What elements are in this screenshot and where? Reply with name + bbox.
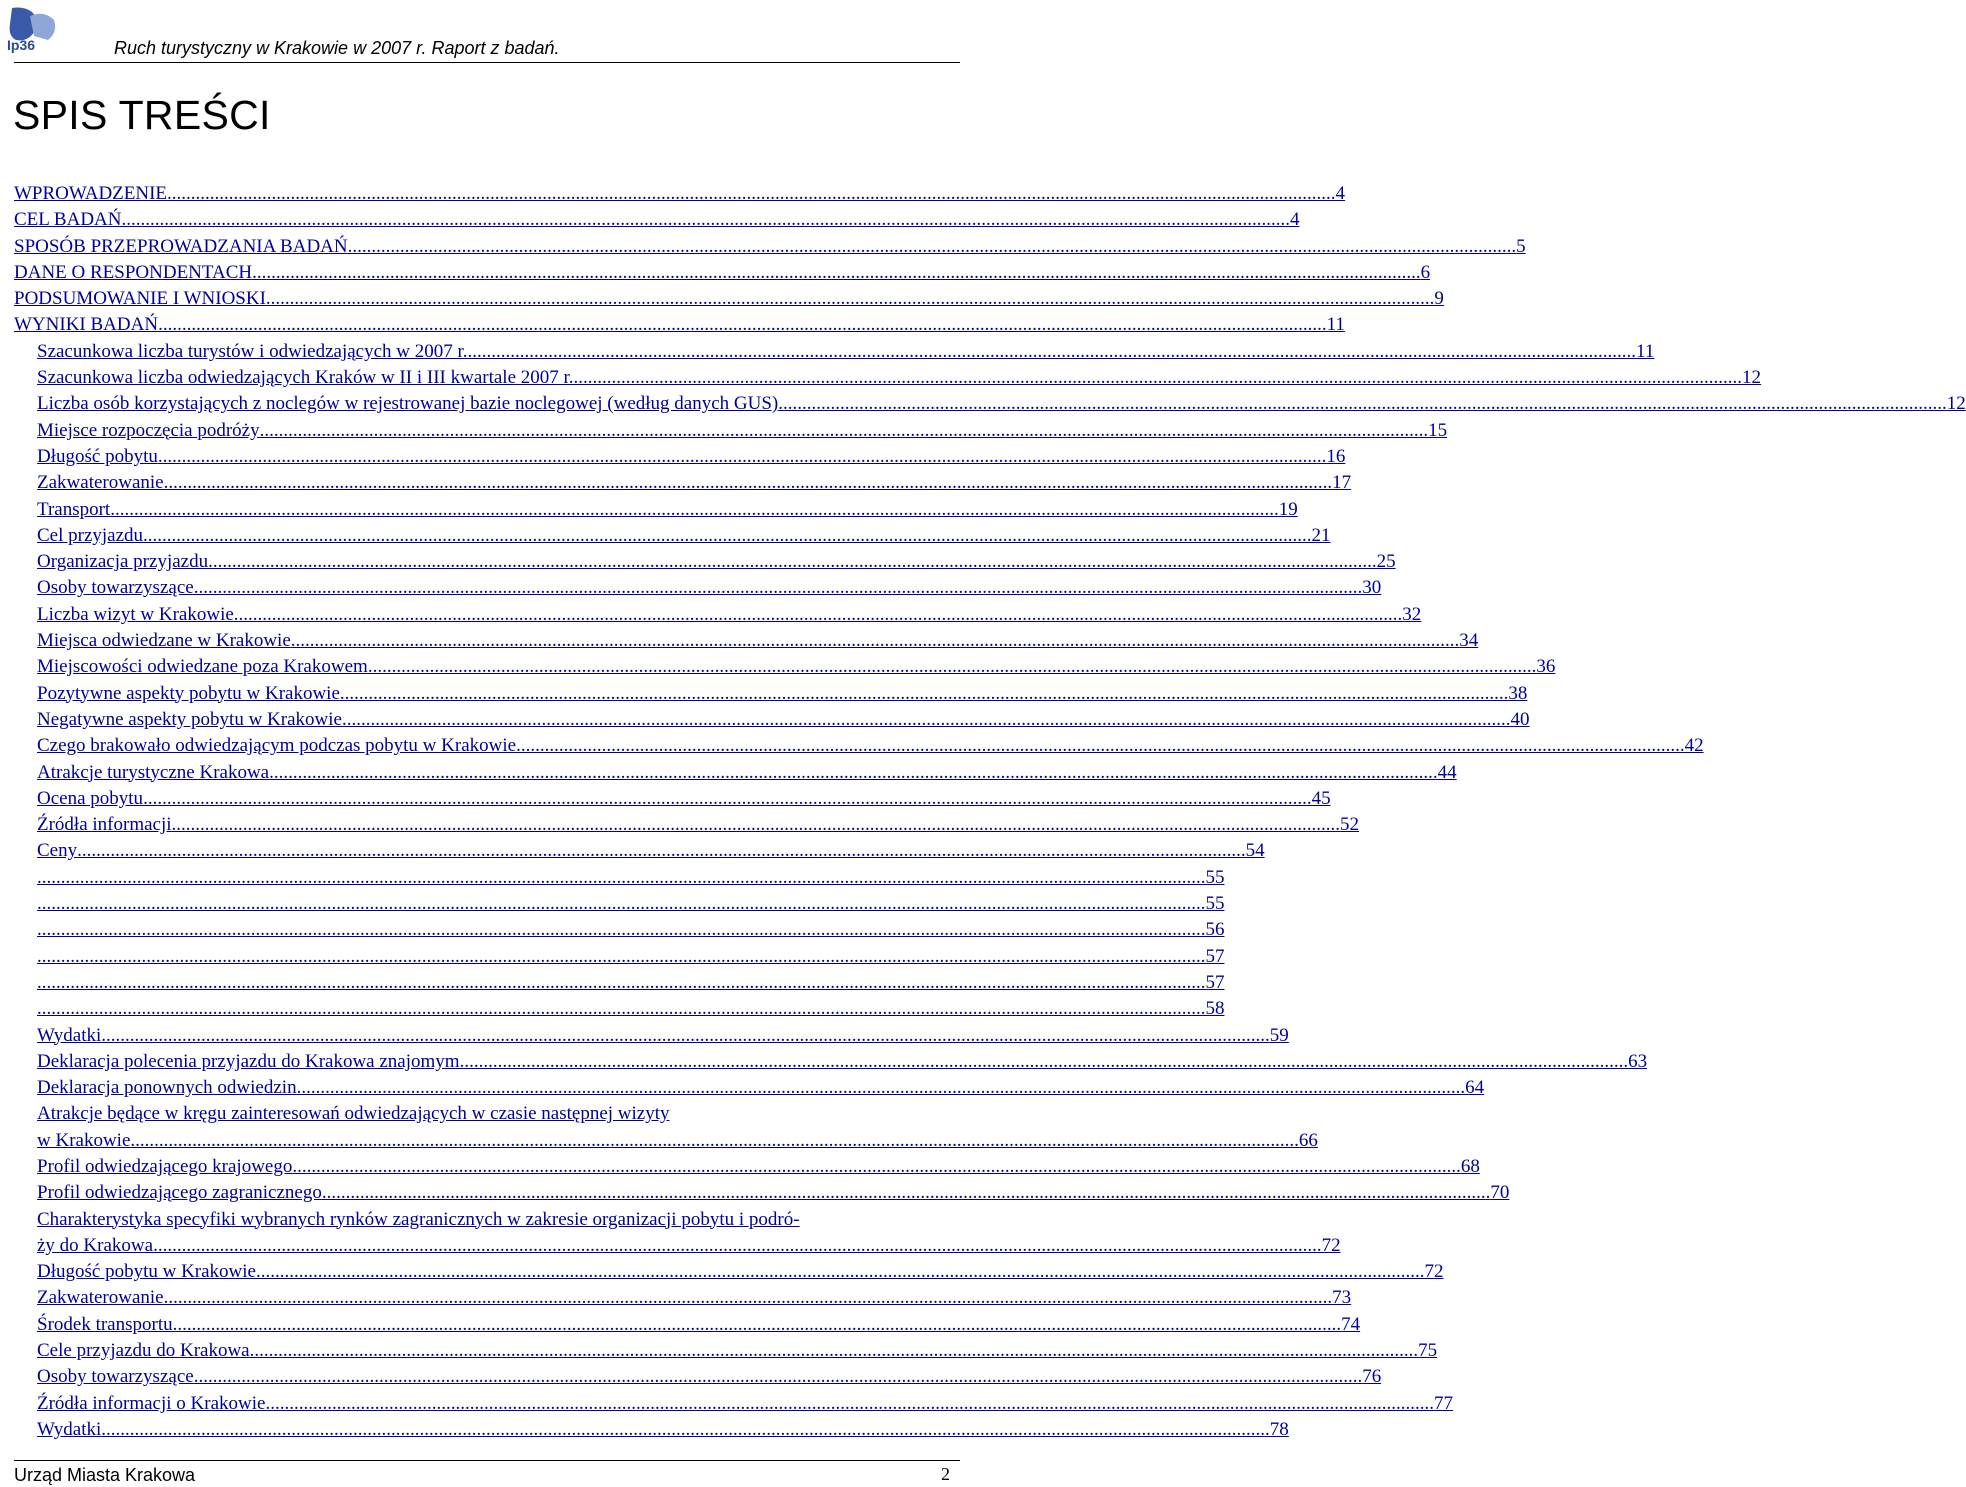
toc-entry-page[interactable]: 78 bbox=[1269, 1418, 1289, 1440]
toc-leader-dots bbox=[143, 523, 1312, 549]
toc-leader-dots bbox=[297, 1075, 1466, 1101]
toc-leader-dots bbox=[37, 944, 1206, 970]
toc-entry[interactable] bbox=[14, 733, 1704, 759]
logo-text: Ip36 bbox=[7, 37, 36, 53]
toc-leader-dots bbox=[77, 838, 1246, 864]
toc-leader-dots bbox=[194, 575, 1363, 601]
toc-entry[interactable] bbox=[14, 865, 1225, 891]
toc-entry[interactable] bbox=[14, 602, 1422, 628]
toc-leader-dots bbox=[574, 365, 1743, 391]
toc-leader-dots bbox=[172, 812, 1341, 838]
toc-entry[interactable] bbox=[14, 1338, 1438, 1364]
toc-entry-page[interactable]: 15 bbox=[1428, 419, 1448, 441]
toc-entry-page[interactable]: 73 bbox=[1332, 1287, 1352, 1309]
toc-entry[interactable] bbox=[14, 365, 1762, 391]
toc-entry[interactable] bbox=[14, 523, 1331, 549]
toc-entry-page[interactable]: 40 bbox=[1510, 708, 1530, 730]
toc-entry-title[interactable]: Charakterystyka specyfiki wybranych rynków zagranicznych w zakresie organizacji pobytu i podró- bbox=[37, 1208, 800, 1230]
toc-entry-title[interactable]: DANE O RESPONDENTACH bbox=[14, 261, 253, 283]
toc-entry-title[interactable]: Liczba osób korzystających z noclegów w rejestrowanej bazie noclegowej (według danych GUS) bbox=[37, 393, 779, 415]
toc-entry-page[interactable]: 36 bbox=[1536, 656, 1556, 678]
toc-entry-title[interactable]: Profil odwiedzającego zagranicznego bbox=[37, 1182, 322, 1204]
toc-entry-page[interactable]: 5 bbox=[1516, 235, 1526, 257]
toc-entry-title[interactable]: Zakwaterowanie bbox=[37, 1287, 164, 1309]
toc-entry[interactable] bbox=[14, 181, 1346, 207]
toc-entry-title-continued[interactable]: w Krakowie bbox=[37, 1129, 131, 1151]
toc-entry-page[interactable]: 54 bbox=[1245, 840, 1265, 862]
toc-leader-dots bbox=[516, 733, 1685, 759]
toc-entry[interactable] bbox=[14, 1391, 1453, 1417]
toc-entry-page[interactable]: 68 bbox=[1460, 1155, 1480, 1177]
toc-entry-page[interactable]: 25 bbox=[1376, 551, 1396, 573]
toc-entry-page[interactable]: 72 bbox=[1424, 1261, 1444, 1283]
toc-entry-title[interactable]: Szacunkowa liczba odwiedzających Kraków w II i III kwartale 2007 r. bbox=[37, 367, 574, 389]
toc-entry-page[interactable]: 42 bbox=[1684, 735, 1704, 757]
logo-icon bbox=[4, 6, 58, 54]
toc-entry-title[interactable]: PODSUMOWANIE I WNIOSKI bbox=[14, 288, 266, 310]
toc-entry-page[interactable]: 72 bbox=[1321, 1234, 1341, 1256]
toc-entry[interactable] bbox=[14, 286, 1444, 312]
toc-entry-page[interactable]: 66 bbox=[1298, 1129, 1318, 1151]
toc-entry-page[interactable]: 44 bbox=[1437, 761, 1457, 783]
toc-entry[interactable] bbox=[14, 234, 1526, 260]
toc-entry[interactable] bbox=[14, 1128, 1318, 1154]
toc-entry-title[interactable]: Liczba wizyt w Krakowie bbox=[37, 603, 234, 625]
toc-leader-dots bbox=[342, 707, 1511, 733]
toc-entry[interactable] bbox=[14, 654, 1556, 680]
toc-entry-page[interactable]: 59 bbox=[1269, 1024, 1289, 1046]
toc-entry-title[interactable]: Organizacja przyjazdu bbox=[37, 551, 209, 573]
toc-entry-title[interactable]: Ceny bbox=[37, 840, 78, 862]
toc-leader-dots bbox=[158, 444, 1327, 470]
toc-entry-line[interactable] bbox=[14, 1101, 959, 1127]
toc-leader-dots bbox=[368, 654, 1537, 680]
toc-entry[interactable] bbox=[14, 418, 1448, 444]
toc-entry-page[interactable]: 34 bbox=[1459, 630, 1479, 652]
toc-entry-title[interactable]: SPOSÓB PRZEPROWADZANIA BADAŃ bbox=[14, 235, 348, 257]
toc-entry-page[interactable]: 52 bbox=[1340, 814, 1360, 836]
toc-entry-title[interactable]: Środek transportu bbox=[37, 1313, 173, 1335]
toc-entry[interactable] bbox=[14, 812, 1360, 838]
toc-entry[interactable] bbox=[14, 1075, 1485, 1101]
toc-leader-dots bbox=[250, 1338, 1419, 1364]
toc-entry[interactable] bbox=[14, 497, 1298, 523]
toc-leader-dots bbox=[234, 602, 1403, 628]
toc-entry[interactable] bbox=[14, 444, 1346, 470]
toc-leader-dots bbox=[322, 1180, 1491, 1206]
toc-entry-title[interactable]: Atrakcje turystyczne Krakowa bbox=[37, 761, 270, 783]
toc-entry-page[interactable]: 6 bbox=[1420, 261, 1431, 283]
toc-entry-page[interactable]: 38 bbox=[1508, 682, 1528, 704]
toc-entry-page[interactable]: 58 bbox=[1205, 998, 1225, 1020]
toc-entry-title[interactable]: Atrakcje będące w kręgu zainteresowań odwiedzających w czasie następnej wizyty bbox=[37, 1103, 670, 1125]
toc-entry-title[interactable]: Miejsce rozpoczęcia podróży bbox=[37, 419, 260, 441]
toc-leader-dots bbox=[37, 970, 1206, 996]
toc-leader-dots bbox=[101, 1023, 1270, 1049]
toc-entry-page[interactable]: 4 bbox=[1290, 209, 1300, 231]
toc-leader-dots bbox=[778, 391, 1947, 417]
toc-entry-title[interactable]: Długość pobytu bbox=[37, 445, 158, 467]
toc-entry-title[interactable]: Zakwaterowanie bbox=[37, 472, 164, 494]
toc-leader-dots bbox=[194, 1364, 1363, 1390]
toc-entry[interactable] bbox=[14, 1049, 1648, 1075]
toc-entry[interactable] bbox=[14, 681, 1528, 707]
toc-entry[interactable] bbox=[14, 549, 1396, 575]
toc-entry[interactable] bbox=[14, 1023, 1289, 1049]
toc-leader-dots bbox=[252, 260, 1421, 286]
toc-entry[interactable] bbox=[14, 339, 1655, 365]
toc-entry-page[interactable]: 57 bbox=[1205, 945, 1225, 967]
toc-leader-dots bbox=[208, 549, 1377, 575]
toc-entry-page[interactable]: 63 bbox=[1628, 1050, 1648, 1072]
footer-divider bbox=[14, 1460, 960, 1461]
toc-entry-title[interactable]: Długość pobytu w Krakowie bbox=[37, 1261, 256, 1283]
toc-entry-title[interactable]: CEL BADAŃ bbox=[14, 209, 122, 231]
toc-leader-dots bbox=[260, 418, 1429, 444]
toc-entry-title[interactable]: Wydatki bbox=[37, 1024, 102, 1046]
toc-leader-dots bbox=[37, 917, 1206, 943]
page-title: SPIS TREŚCI bbox=[13, 92, 271, 138]
toc-leader-dots bbox=[291, 628, 1460, 654]
toc-entry-page[interactable]: 56 bbox=[1205, 919, 1225, 941]
toc-entry-page[interactable]: 16 bbox=[1326, 445, 1346, 467]
toc-entry-title[interactable]: Źródła informacji o Krakowie bbox=[37, 1392, 266, 1414]
toc-entry-title[interactable]: Miejscowości odwiedzane poza Krakowem bbox=[37, 656, 368, 678]
toc-entry-page[interactable]: 76 bbox=[1362, 1366, 1382, 1388]
toc-leader-dots bbox=[37, 865, 1206, 891]
toc-entry[interactable] bbox=[14, 1154, 1480, 1180]
toc-leader-dots bbox=[460, 1049, 1629, 1075]
toc-entry-page[interactable]: 12 bbox=[1742, 367, 1762, 389]
toc-entry-page[interactable]: 12 bbox=[1946, 393, 1966, 415]
toc-entry-page[interactable]: 77 bbox=[1433, 1392, 1453, 1414]
toc-entry-title[interactable]: Cele przyjazdu do Krakowa bbox=[37, 1340, 250, 1362]
toc-leader-dots bbox=[37, 996, 1206, 1022]
toc-entry-title[interactable]: Transport bbox=[37, 498, 111, 520]
toc-entry-page[interactable]: 11 bbox=[1326, 314, 1345, 336]
toc-entry-title[interactable]: Ocena pobytu bbox=[37, 787, 144, 809]
toc-entry[interactable] bbox=[14, 1364, 1382, 1390]
footer-page-number: 2 bbox=[941, 1464, 950, 1484]
toc-leader-dots bbox=[110, 497, 1279, 523]
toc-entry[interactable] bbox=[14, 891, 1225, 917]
toc-entry-page[interactable]: 30 bbox=[1362, 577, 1382, 599]
toc-leader-dots bbox=[122, 207, 1291, 233]
toc-entry-title[interactable]: Osoby towarzyszące bbox=[37, 577, 194, 599]
toc-entry-page[interactable]: 64 bbox=[1465, 1077, 1485, 1099]
toc-leader-dots bbox=[153, 1233, 1322, 1259]
toc-entry-title[interactable]: Źródła informacji bbox=[37, 814, 172, 836]
toc-entry[interactable] bbox=[14, 1285, 1352, 1311]
toc-leader-dots bbox=[158, 312, 1327, 338]
toc-entry-title[interactable]: WPROWADZENIE bbox=[14, 183, 168, 204]
toc-entry-page[interactable]: 17 bbox=[1332, 472, 1352, 494]
toc-leader-dots bbox=[143, 786, 1312, 812]
toc-leader-dots bbox=[340, 681, 1509, 707]
toc-entry[interactable] bbox=[14, 944, 1225, 970]
toc-entry[interactable] bbox=[14, 1259, 1444, 1285]
toc-entry[interactable] bbox=[14, 470, 1352, 496]
toc-entry-page[interactable]: 9 bbox=[1434, 288, 1444, 310]
toc-leader-dots bbox=[269, 760, 1438, 786]
toc-entry-title-continued[interactable]: ży do Krakowa bbox=[37, 1234, 154, 1256]
toc-leader-dots bbox=[130, 1128, 1299, 1154]
header-divider bbox=[14, 62, 960, 63]
toc-entry-title[interactable]: Miejsca odwiedzane w Krakowie bbox=[37, 630, 291, 652]
toc-entry-page[interactable]: 32 bbox=[1402, 603, 1422, 625]
toc-entry-page[interactable]: 57 bbox=[1205, 971, 1225, 993]
toc-entry[interactable] bbox=[14, 1180, 1510, 1206]
toc-entry[interactable] bbox=[14, 838, 1265, 864]
toc-entry-title[interactable]: Czego brakowało odwiedzającym podczas pobytu w Krakowie bbox=[37, 735, 517, 757]
running-header: Ruch turystyczny w Krakowie w 2007 r. Raport z badań. bbox=[114, 38, 560, 58]
toc-entry[interactable] bbox=[14, 1312, 1361, 1338]
toc-leader-dots bbox=[266, 286, 1435, 312]
toc-entry-title[interactable]: Osoby towarzyszące bbox=[37, 1366, 194, 1388]
toc-entry-title[interactable]: Negatywne aspekty pobytu w Krakowie bbox=[37, 708, 342, 730]
toc-entry-page[interactable]: 11 bbox=[1636, 340, 1655, 362]
toc-entry-page[interactable]: 45 bbox=[1311, 787, 1331, 809]
toc-entry[interactable] bbox=[14, 312, 1345, 338]
toc-entry-title[interactable]: WYNIKI BADAŃ bbox=[14, 314, 159, 336]
toc-entry[interactable] bbox=[14, 1417, 1289, 1443]
toc-leader-dots bbox=[37, 891, 1206, 917]
toc-leader-dots bbox=[265, 1391, 1434, 1417]
toc-entry[interactable] bbox=[14, 707, 1530, 733]
toc-entry[interactable] bbox=[14, 391, 1966, 417]
toc-entry-title[interactable]: Cel przyjazdu bbox=[37, 524, 144, 546]
toc-entry[interactable] bbox=[14, 260, 1431, 286]
toc-leader-dots bbox=[173, 1312, 1342, 1338]
toc-leader-dots bbox=[164, 470, 1333, 496]
toc-leader-dots bbox=[468, 339, 1637, 365]
toc-entry-page[interactable]: 74 bbox=[1341, 1313, 1361, 1335]
toc-entry[interactable] bbox=[14, 760, 1457, 786]
toc-entry-page[interactable]: 70 bbox=[1490, 1182, 1510, 1204]
toc-entry-title[interactable]: Deklaracja ponownych odwiedzin bbox=[37, 1077, 297, 1099]
toc-entry[interactable] bbox=[14, 1233, 1341, 1259]
toc-entry-page[interactable]: 55 bbox=[1205, 866, 1225, 888]
toc-entry[interactable] bbox=[14, 917, 1225, 943]
toc-leader-dots bbox=[348, 234, 1517, 260]
toc-leader-dots bbox=[101, 1417, 1270, 1443]
toc-leader-dots bbox=[167, 181, 1336, 207]
toc-leader-dots bbox=[164, 1285, 1333, 1311]
toc-entry-page[interactable]: 75 bbox=[1418, 1340, 1438, 1362]
toc-leader-dots bbox=[256, 1259, 1425, 1285]
toc-leader-dots bbox=[292, 1154, 1461, 1180]
table-of-contents bbox=[14, 181, 1966, 1443]
toc-entry-title[interactable]: Szacunkowa liczba turystów i odwiedzających w 2007 r. bbox=[37, 340, 468, 362]
toc-entry-title[interactable]: Pozytywne aspekty pobytu w Krakowie bbox=[37, 682, 340, 704]
toc-entry[interactable] bbox=[14, 996, 1225, 1022]
toc-entry[interactable] bbox=[14, 207, 1300, 233]
footer-publisher: Urząd Miasta Krakowa bbox=[14, 1465, 196, 1485]
toc-entry-page[interactable]: 21 bbox=[1311, 524, 1331, 546]
toc-entry-title[interactable]: Wydatki bbox=[37, 1418, 102, 1440]
toc-entry[interactable] bbox=[14, 575, 1382, 601]
toc-entry-page[interactable]: 4 bbox=[1335, 183, 1346, 204]
toc-entry-line[interactable] bbox=[14, 1207, 959, 1233]
toc-entry[interactable] bbox=[14, 786, 1331, 812]
toc-entry[interactable] bbox=[14, 628, 1479, 654]
toc-entry[interactable] bbox=[14, 970, 1225, 996]
toc-entry-page[interactable]: 55 bbox=[1205, 893, 1225, 915]
toc-entry-title[interactable]: Profil odwiedzającego krajowego bbox=[37, 1155, 293, 1177]
toc-entry-page[interactable]: 19 bbox=[1278, 498, 1298, 520]
toc-entry-title[interactable]: Deklaracja polecenia przyjazdu do Krakowa znajomym bbox=[37, 1050, 460, 1072]
